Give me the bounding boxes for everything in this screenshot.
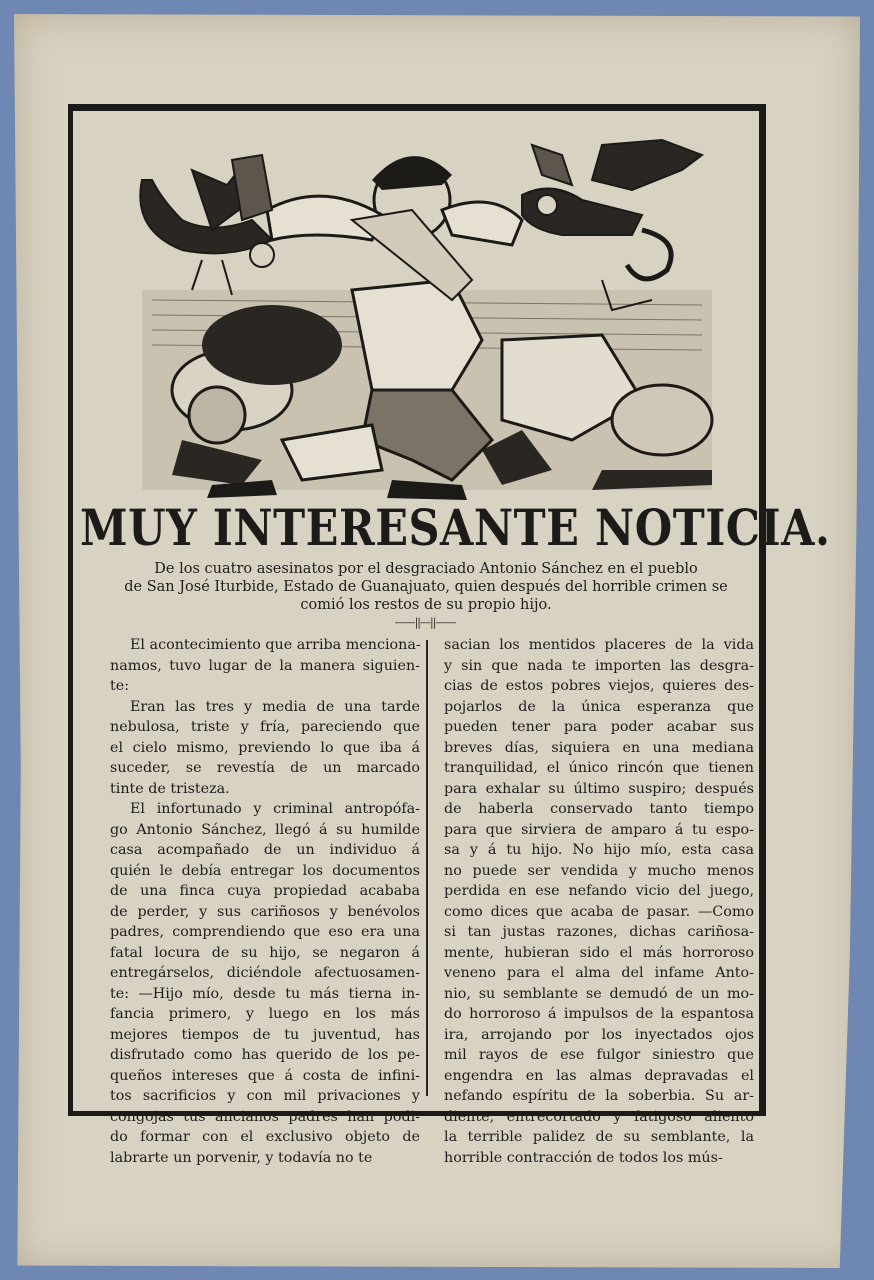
text-line: mejores tiempos de tu juventud, has	[110, 1026, 420, 1043]
text-line: de perder, y sus cariñosos y benévolos	[110, 903, 420, 920]
text-line: El acontecimiento que arriba menciona-	[130, 637, 421, 653]
text-line: mil rayos de ese fulgor siniestro que	[444, 1047, 754, 1063]
text-line: breves días, siquiera en una mediana	[444, 739, 754, 756]
subtitle-line: de San José Iturbide, Estado de Guanajuato, quien después del horrible crimen se	[124, 579, 728, 595]
text-line: te: —Hijo mío, desde tu más tierna in-	[110, 985, 420, 1002]
text-line: nefando espíritu de la soberbia. Su ar-	[444, 1088, 754, 1104]
text-line: nebulosa, triste y fría, pareciendo que	[110, 719, 420, 735]
text-line: si tan justas razones, dichas cariñosa-	[444, 924, 754, 940]
woodcut-illustration	[122, 140, 722, 505]
text-line: fatal locura de su hijo, se negaron á	[110, 944, 420, 961]
text-line: pueden tener para poder acabar sus	[444, 719, 754, 735]
text-line: El infortunado y criminal antropófa-	[130, 801, 420, 817]
text-line: quién le debía entregar los documentos	[110, 862, 420, 879]
text-line: mente, hubieran sido el más horroroso	[444, 944, 754, 961]
text-line: y sin que nada te importen las desgra-	[444, 657, 754, 674]
text-line: la terrible palidez de su semblante, la	[444, 1129, 754, 1145]
text-line: engendra en las almas depravadas el	[444, 1067, 754, 1084]
text-line: namos, tuvo lugar de la manera siguien-	[110, 657, 420, 674]
subtitle-block	[96, 560, 756, 614]
text-line: veneno para el alma del infame Anto-	[444, 965, 754, 981]
text-line: de una finca cuya propiedad acababa	[110, 883, 420, 899]
text-line: tinte de tristeza.	[110, 780, 230, 797]
text-line: fancia primero, y luego en los más	[110, 1006, 420, 1022]
subtitle-line: De los cuatro asesinatos por el desgraciado Antonio Sánchez en el pueblo	[154, 561, 698, 577]
text-line: sacian los mentidos placeres de la vida	[444, 637, 754, 653]
text-line: nio, su semblante se demudó de un mo-	[444, 985, 754, 1002]
text-line: perdida en ese nefando vicio del juego,	[444, 883, 754, 899]
text-line: el cielo mismo, previendo lo que iba á	[110, 739, 420, 756]
text-line: como dices que acaba de pasar. —Como	[444, 903, 754, 920]
text-line: te:	[110, 678, 130, 694]
text-line: go Antonio Sánchez, llegó á su humilde	[110, 821, 420, 838]
text-line: Eran las tres y media de una tarde	[130, 698, 420, 715]
right-text-column	[444, 635, 754, 1166]
text-line: labrarte un porvenir, y todavía no te	[110, 1149, 373, 1166]
text-line: pojarlos de la única esperanza que	[444, 698, 754, 715]
text-line: do formar con el exclusivo objeto de	[110, 1129, 420, 1145]
text-line: para exhalar su último suspiro; después	[444, 780, 754, 797]
text-line: casa acompañado de un individuo á	[110, 842, 420, 858]
text-line: sa y á tu hijo. No hijo mío, esta casa	[444, 842, 754, 858]
text-line: entregárselos, diciéndole afectuosamen-	[110, 965, 420, 981]
text-line: cias de estos pobres viejos, quieres des-	[444, 678, 754, 694]
text-line: para que sirviera de amparo á tu espo-	[444, 821, 754, 838]
text-line: congojas tus ancianos padres han podi-	[110, 1108, 420, 1125]
text-line: tranquilidad, el único rincón que tienen	[444, 760, 754, 776]
headline-title: MUY INTERESANTE NOTICIA.	[80, 500, 831, 558]
text-line: de haberla conservado tanto tiempo	[444, 801, 754, 817]
winged-demon-right	[522, 140, 702, 310]
text-line: do horroroso á impulsos de la espantosa	[444, 1006, 754, 1022]
left-text-column	[110, 635, 421, 1166]
text-line: no puede ser vendida y mucho menos	[444, 862, 754, 879]
column-divider	[426, 640, 428, 1096]
text-line: suceder, se revestía de un marcado	[110, 760, 420, 776]
text-line: horrible contracción de todos los mús-	[444, 1149, 723, 1166]
ornament-divider: ——||—||——	[394, 616, 456, 629]
text-line: queños intereses que á costa de infini-	[110, 1067, 420, 1084]
text-line: padres, comprendiendo que eso era una	[110, 924, 420, 940]
subtitle-line: comió los restos de su propio hijo.	[300, 597, 552, 613]
text-line: diente, entrecortado y fatigoso aliento	[444, 1108, 754, 1125]
text-line: ira, arrojando por los inyectados ojos	[444, 1026, 754, 1043]
text-line: disfrutado como has querido de los pe-	[110, 1047, 420, 1063]
text-line: tos sacrificios y con mil privaciones y	[110, 1088, 420, 1104]
winged-demon-left	[140, 155, 274, 295]
